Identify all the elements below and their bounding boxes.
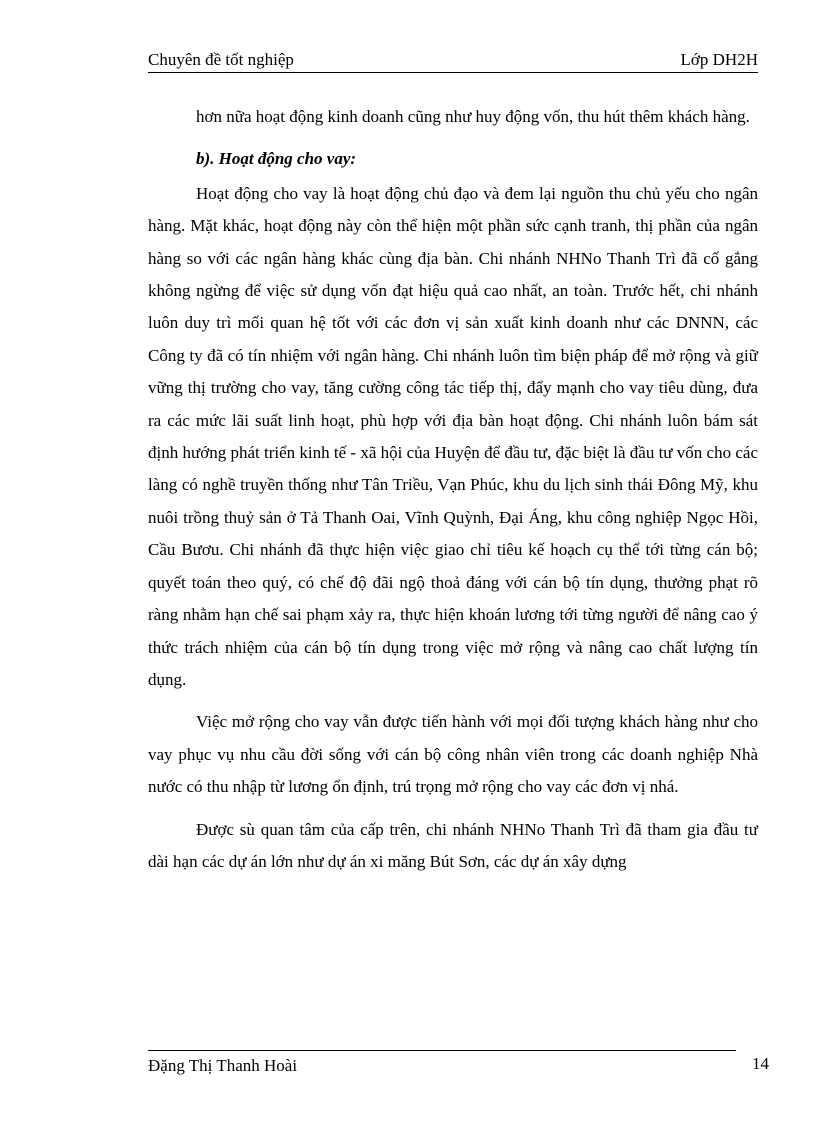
footer-divider [148, 1050, 736, 1051]
class-label: Lớp DH2H [680, 50, 758, 69]
page-number: 14 [752, 1054, 769, 1073]
author-name: Đặng Thị Thanh Hoài [148, 1056, 298, 1075]
paragraph-lending-expansion: Việc mở rộng cho vay vẫn được tiến hành với mọi đối tượng khách hàng như cho vay phục vụ nhu cầu đời sống với cán bộ công nhân viên trong các doanh nghiệp Nhà nước có thu nhập từ lương ổn định, trú trọng mở rộng cho vay các đơn vị nhá. [148, 712, 758, 797]
page-body [148, 101, 758, 878]
continuation-paragraph: hơn nữa hoạt động kinh doanh cũng như huy động vốn, thu hút thêm khách hàng. [196, 107, 750, 126]
section-heading: b). Hoạt động cho vay: [196, 149, 357, 169]
page-header [148, 48, 758, 73]
paragraph-lending-activities: Hoạt động cho vay là hoạt động chủ đạo và đem lại nguồn thu chủ yếu cho ngân hàng. Mặt khác, hoạt động này còn thể hiện một phần sức cạnh tranh, thị phần của ngân hàng so với các ngân hàng khác cùng địa bàn. Chi nhánh NHNo Thanh Trì đã cố gắng không ngừng để việc sử dụng vốn đạt hiệu quả cao nhất, an toàn. Trước hết, chi nhánh luôn duy trì mối quan hệ tốt với các đơn vị sản xuất kinh doanh như các DNNN, các Công ty đã có tín nhiệm với ngân hàng. Chi nhánh luôn tìm biện pháp để mở rộng và giữ vững thị trường cho vay, tăng cường công tác tiếp thị, đẩy mạnh cho vay tiêu dùng, đưa ra các mức lãi suất linh hoạt, phù hợp với địa bàn hoạt động. Chi nhánh luôn bám sát định hướng phát triển kinh tế - xã hội của Huyện để đầu tư, đặc biệt là đầu tư vốn cho các làng có nghề truyền thống như Tân Triều, Vạn Phúc, khu du lịch sinh thái Đông Mỹ, khu nuôi trồng thuỷ sản ở Tả Thanh Oai, Vĩnh Quỳnh, Đại Áng, khu công nghiệp Ngọc Hồi, Cầu Bươu. Chi nhánh đã thực hiện việc giao chỉ tiêu kế hoạch cụ thể tới từng cán bộ; quyết toán theo quý, có chế độ đãi ngộ thoả đáng với cán bộ tín dụng, thưởng phạt rõ ràng nhằm hạn chế sai phạm xảy ra, thực hiện khoán lương tới từng người để nâng cao ý thức trách nhiệm của cán bộ tín dụng trong việc mở rộng và nâng cao chất lượng tín dụng. [148, 183, 758, 689]
paragraph-long-term-investment: Được sù quan tâm của cấp trên, chi nhánh NHNo Thanh Trì đã tham gia đầu tư dài hạn các dự án lớn như dự án xi măng Bút Sơn, các dự án xây dựng [148, 819, 758, 871]
document-title: Chuyên đề tốt nghiệp [148, 50, 294, 69]
